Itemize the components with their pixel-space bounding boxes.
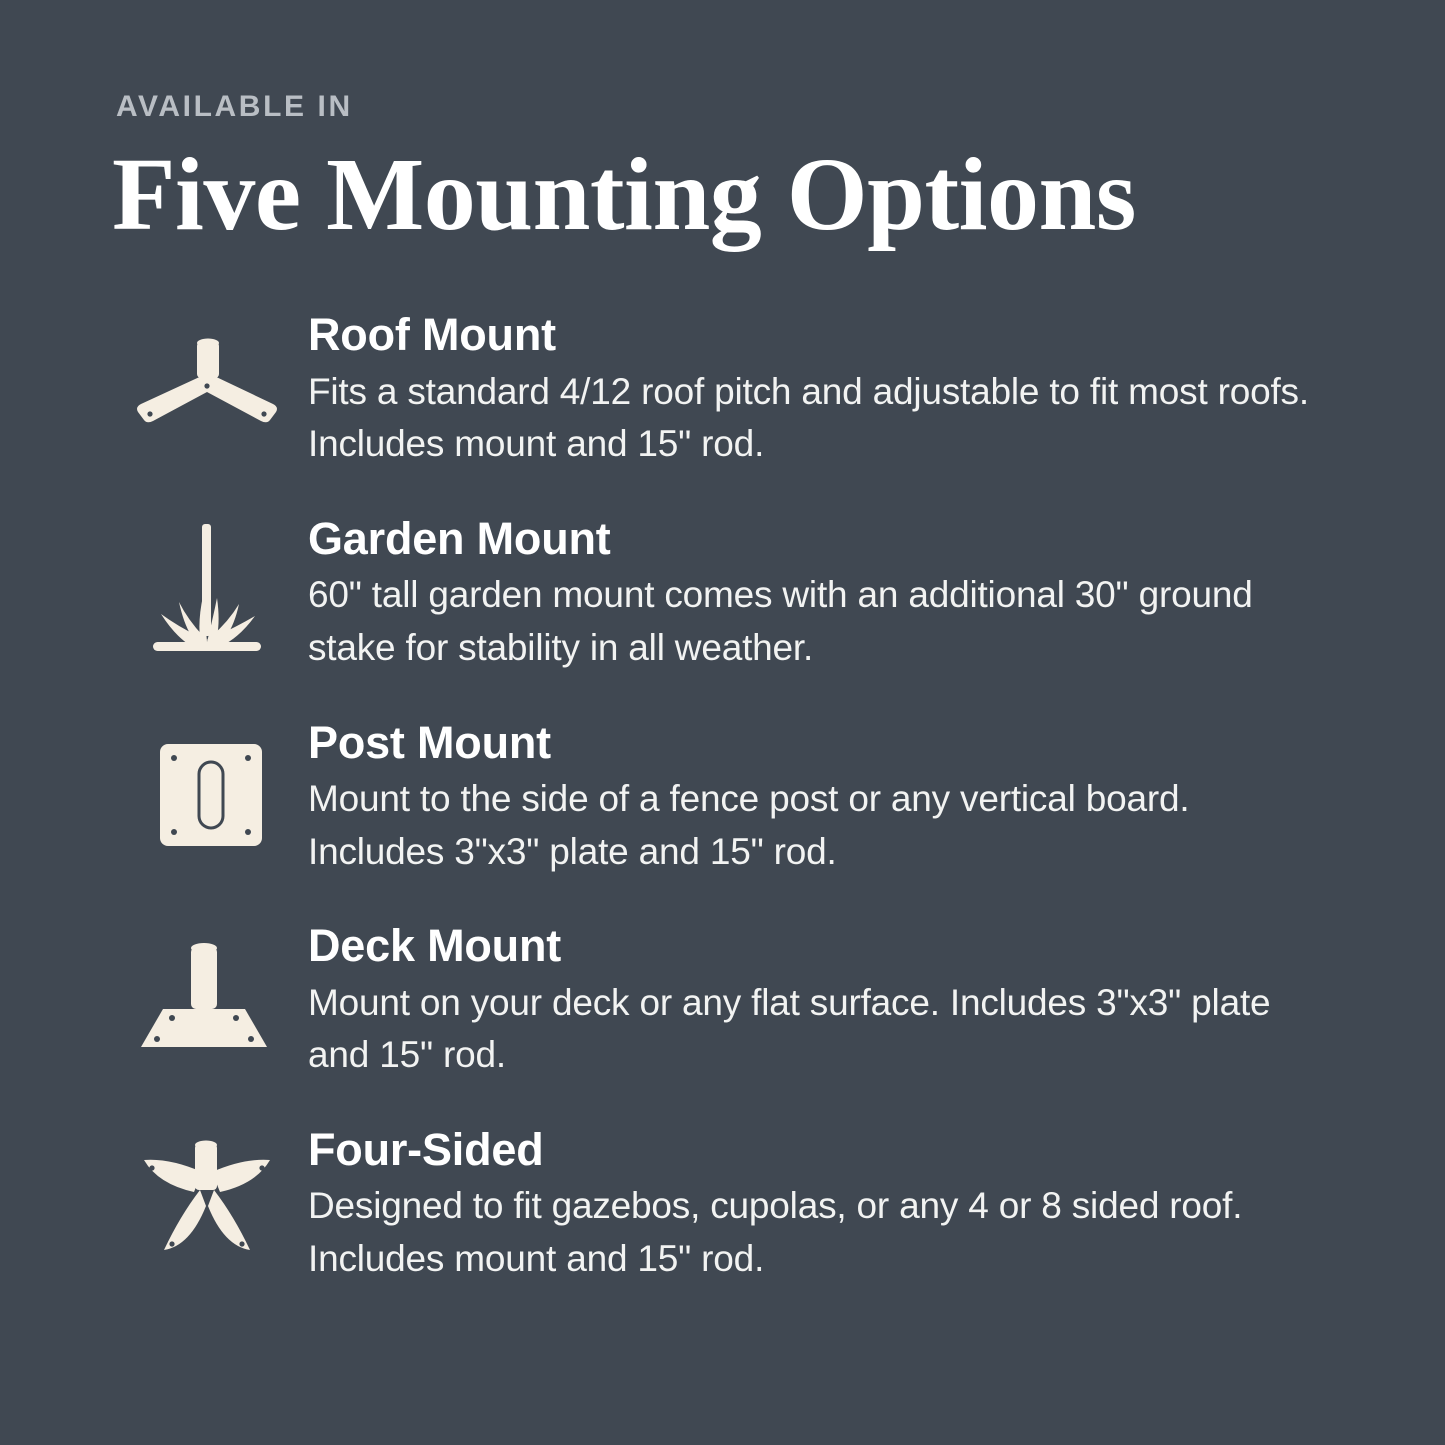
option-description: Fits a standard 4/12 roof pitch and adjustable to fit most roofs. Includes mount and 15" rod. xyxy=(308,370,1309,465)
option-description: 60" tall garden mount comes with an additional 30" ground stake for stability in all weather. xyxy=(308,574,1253,668)
option-description: Designed to fit gazebos, cupolas, or any 4 or 8 sided roof. Includes mount and 15" rod. xyxy=(308,1185,1243,1279)
option-title: Roof Mount xyxy=(308,309,556,361)
option-title: Post Mount xyxy=(308,716,551,768)
option-text xyxy=(302,1123,1335,1286)
post-mount-icon xyxy=(112,719,302,869)
option-text xyxy=(302,311,1335,471)
eyebrow-label: AVAILABLE IN xyxy=(116,90,353,123)
roof-mount-icon xyxy=(112,311,302,461)
option-title: Four-Sided xyxy=(308,1123,544,1175)
option-text xyxy=(302,512,1335,675)
list-item xyxy=(112,512,1335,675)
deck-mount-icon xyxy=(112,922,302,1072)
option-title: Garden Mount xyxy=(308,512,611,564)
option-description: Mount to the side of a fence post or any vertical board. Includes 3"x3" plate and 15" rod. xyxy=(308,778,1190,872)
mounting-options-list xyxy=(112,311,1335,1285)
garden-mount-icon xyxy=(112,515,302,665)
list-item xyxy=(112,311,1335,471)
list-item xyxy=(112,922,1335,1082)
option-title: Deck Mount xyxy=(308,920,562,972)
four-sided-mount-icon xyxy=(112,1126,302,1276)
option-description: Mount on your deck or any flat surface. Includes 3"x3" plate and 15" rod. xyxy=(308,981,1271,1076)
page-title: Five Mounting Options xyxy=(112,137,1136,252)
list-item xyxy=(112,716,1335,879)
list-item xyxy=(112,1123,1335,1286)
option-text xyxy=(302,716,1335,879)
option-text xyxy=(302,922,1335,1082)
